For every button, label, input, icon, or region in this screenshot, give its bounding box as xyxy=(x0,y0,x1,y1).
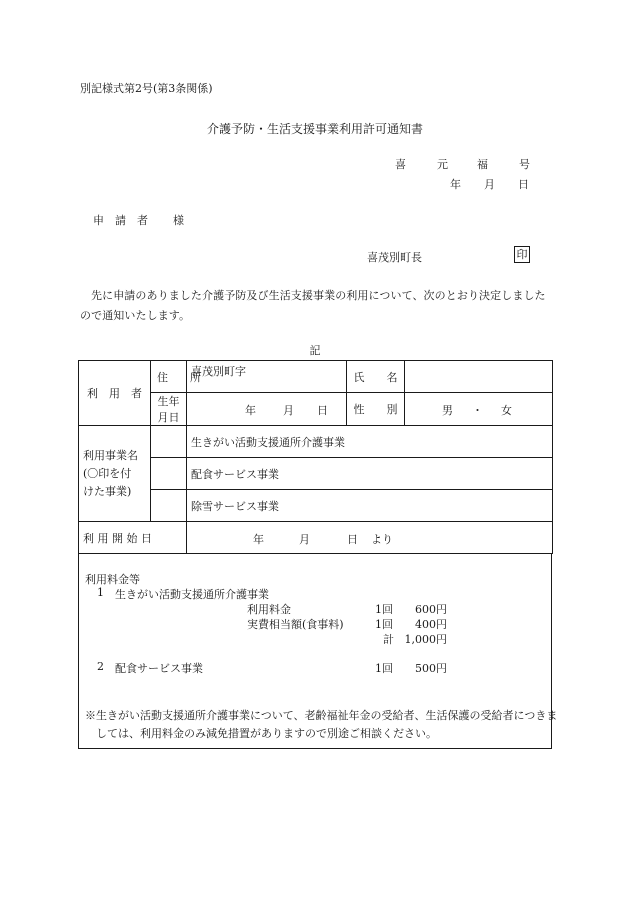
sex-value xyxy=(405,393,553,426)
start-day: 日 xyxy=(347,532,358,546)
document-title: 介護予防・生活支援事業利用許可通知書 xyxy=(206,122,423,136)
applicant-char: 請 xyxy=(115,214,126,227)
seal-mark: 印 xyxy=(514,246,530,263)
service-mark-cell xyxy=(151,426,187,458)
ref-char: 喜 xyxy=(395,158,406,171)
fee-row-count: 1回 xyxy=(375,662,393,675)
form-number: 別記様式第2号(第3条関係) xyxy=(80,82,213,95)
date-unit: 月 xyxy=(484,178,495,191)
fee-item-number: 2 xyxy=(97,660,104,673)
start-date-label: 利 用 開 始 日 xyxy=(79,522,187,554)
sex-dot: ・ xyxy=(472,404,483,417)
address-label xyxy=(151,361,201,393)
ref-char: 号 xyxy=(519,158,530,171)
start-suffix: より xyxy=(371,532,393,546)
ref-char: 元 xyxy=(437,158,448,171)
fee-row-label: 利用料金 xyxy=(247,603,291,616)
service-mark-cell xyxy=(151,458,187,490)
fees-heading: 利用料金等 xyxy=(85,573,140,586)
dob-value xyxy=(187,393,347,426)
service-mark-cell xyxy=(151,490,187,522)
fee-item-title: 配食サービス事業 xyxy=(115,662,203,675)
start-month: 月 xyxy=(299,532,310,546)
applicant-char: 申 xyxy=(93,214,104,227)
fee-row-count: 1回 xyxy=(375,618,393,631)
ref-char: 福 xyxy=(477,158,488,171)
date-unit: 日 xyxy=(518,178,529,191)
address-value: 喜茂別町字 xyxy=(187,361,347,393)
start-date-value xyxy=(187,522,553,554)
fee-row-label: 実費相当額(食事料) xyxy=(247,618,344,631)
fee-item-number: 1 xyxy=(97,586,104,599)
fee-total-amount: 1,000円 xyxy=(404,633,447,646)
dob-day: 日 xyxy=(317,404,328,417)
sex-label: 性 別 xyxy=(347,393,405,426)
applicant-char: 者 xyxy=(137,214,148,227)
fee-row-count: 1回 xyxy=(375,603,393,616)
mayor-name: 喜茂別町長 xyxy=(367,251,422,264)
address-label-text: 住 所 xyxy=(157,370,201,384)
fee-row-amount: 400円 xyxy=(415,618,447,631)
dob-year: 年 xyxy=(245,404,256,417)
name-label: 氏 名 xyxy=(347,361,405,393)
fee-row-amount: 600円 xyxy=(415,603,447,616)
dob-label: 生年月日 xyxy=(151,393,187,426)
fee-note: ※生きがい活動支援通所介護事業について、老齢福祉年金の受給者、生活保護の受給者につきましては、利用料金のみ減免措置がありますので別途ご相談ください。 xyxy=(85,709,558,740)
ki-heading: 記 xyxy=(309,344,321,357)
fee-item-title: 生きがい活動支援通所介護事業 xyxy=(115,588,269,601)
user-label: 利 用 者 xyxy=(79,361,151,426)
service-label: 利用事業名 (〇印を付 けた事業) xyxy=(79,426,151,522)
fee-total-label: 計 xyxy=(383,633,394,646)
service-item: 配食サービス事業 xyxy=(187,458,553,490)
start-year: 年 xyxy=(253,532,264,546)
notice-body: 先に申請のありました介護予防及び生活支援事業の利用について、次のとおり決定しましたので通知いたします。 xyxy=(80,289,546,322)
details-table xyxy=(78,360,553,554)
fee-row-amount: 500円 xyxy=(415,662,447,675)
applicant-char: 様 xyxy=(173,214,184,227)
fees-section xyxy=(78,553,558,749)
date-unit: 年 xyxy=(450,178,461,191)
sex-female: 女 xyxy=(501,404,512,417)
service-item: 生きがい活動支援通所介護事業 xyxy=(187,426,553,458)
name-value xyxy=(405,361,553,393)
service-item: 除雪サービス事業 xyxy=(187,490,553,522)
sex-male: 男 xyxy=(442,404,453,417)
dob-month: 月 xyxy=(283,404,294,417)
